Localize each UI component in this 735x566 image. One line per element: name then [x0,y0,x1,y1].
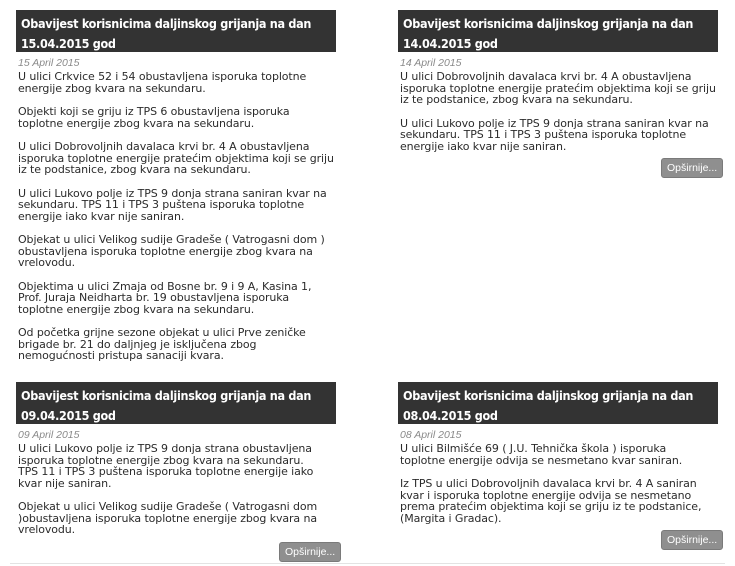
article-paragraph: U ulici Lukovo polje iz TPS 9 donja strana saniran kvar na sekundaru. TPS 11 i TPS 3 puštena isporuka toplotne energije iako kvar nije saniran. [18,186,327,223]
article-paragraph: Objekti koji se griju iz TPS 6 obustavljena isporuka toplotne energije zbog kvara na sekundaru. [18,105,290,130]
article-body [16,71,336,362]
article-card [398,10,718,164]
article-title[interactable] [16,382,336,424]
article-date: 14 April 2015 [400,57,462,69]
article-body [398,443,718,524]
article-paragraph: U ulici Bilmišće 69 ( J.U. Tehnička škola ) isporuka toplotne energije odvija se nesmetano kvar saniran. [400,442,683,467]
article-card [16,382,336,548]
article-paragraph: U ulici Crkvice 52 i 54 obustavljena isporuka toplotne energije zbog kvara na sekundaru. [18,70,307,95]
article-paragraph: Od početka grijne sezone objekat u ulici Prve zeničke brigade br. 21 do daljnjeg je isključena zbog nemogućnosti pristupa sanaciji kvara. [18,326,306,362]
article-date: 09 April 2015 [18,429,80,441]
article-date: 15 April 2015 [18,57,80,69]
article-card [16,10,336,374]
article-paragraph: U ulici Lukovo polje iz TPS 9 donja strana obustavljena isporuka toplotne energije zbog kvara na sekundaru. TPS 11 i TPS 3 puštena isporuka toplotne energije iako kvar nije saniran. [18,442,314,490]
article-title-line[interactable]: Obavijest korisnicima daljinskog grijanja na dan [21,388,312,403]
article-paragraph: U ulici Dobrovoljnih davalaca krvi br. 4 A obustavljena isporuka toplotne energije pratećim objektima koji se griju iz te podstanice, zbog kvara na sekundaru. [18,140,334,176]
article-title[interactable] [398,10,718,52]
article-title-date[interactable]: 14.04.2015 god [403,36,498,51]
article-date: 08 April 2015 [400,429,462,441]
article-title-line[interactable]: Obavijest korisnicima daljinskog grijanja na dan [21,16,312,31]
article-paragraph: U ulici Dobrovoljnih davalaca krvi br. 4 A obustavljena isporuka toplotne energije pratećim objektima koji se griju iz te podstanice, zbog kvara na sekundaru. [400,70,716,106]
article-paragraph: Objekat u ulici Velikog sudije Gradeše ( Vatrogasni dom ) obustavljena isporuka toplotne energije zbog kvara na vrelovodu. [18,233,325,269]
article-title-line[interactable]: Obavijest korisnicima daljinskog grijanja na dan [403,388,694,403]
read-more-button[interactable]: Opširnije... [279,542,341,562]
article-paragraph: Objektima u ulici Zmaja od Bosne br. 9 i 9 A, Kasina 1, Prof. Juraja Neidharta br. 19 obustavljena isporuka toplotne energije zbog kvara na sekundaru. [18,279,312,316]
article-body [398,71,718,152]
article-title[interactable] [16,10,336,52]
article-body [16,443,336,536]
article-title-date[interactable]: 15.04.2015 god [21,36,116,51]
article-card [398,382,718,536]
article-paragraph: Iz TPS u ulici Dobrovoljnih davalaca krvi br. 4 A saniran kvar i isporuka toplotne energije odvija se nesmetano prema pratećim objektima koji se griju iz te podstanice, (Margita i Gradac). [400,477,702,525]
article-title-date[interactable]: 09.04.2015 god [21,408,116,423]
article-paragraph: U ulici Lukovo polje iz TPS 9 donja strana saniran kvar na sekundaru. TPS 11 i TPS 3 puštena isporuka toplotne energije iako kvar nije saniran. [400,116,709,153]
article-title-line[interactable]: Obavijest korisnicima daljinskog grijanja na dan [403,16,694,31]
read-more-button[interactable]: Opširnije... [661,530,723,550]
read-more-button[interactable]: Opširnije... [661,158,723,178]
article-title-date[interactable]: 08.04.2015 god [403,408,498,423]
bottom-divider [10,563,725,564]
article-paragraph: Objekat u ulici Velikog sudije Gradeše ( Vatrogasni dom )obustavljena isporuka toplotne energije zbog kvara na vrelovodu. [18,500,318,536]
article-title[interactable] [398,382,718,424]
